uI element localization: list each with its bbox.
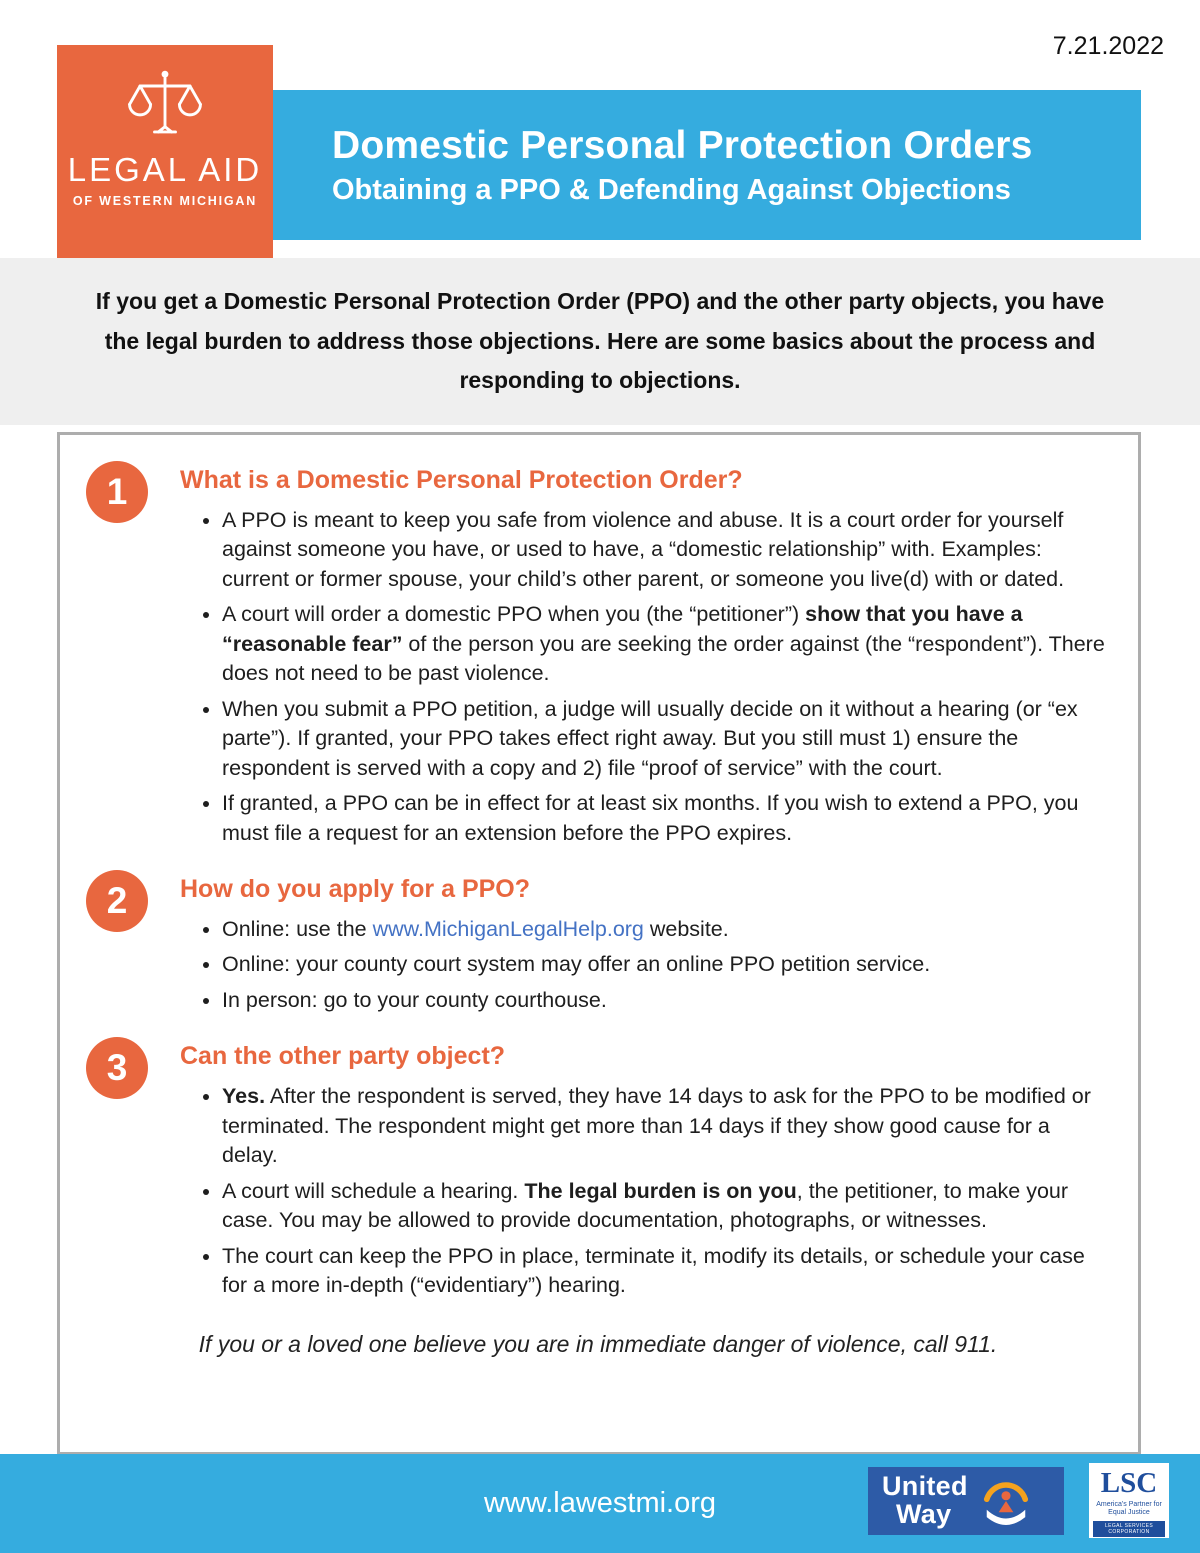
logo-name: LEGAL AID <box>67 151 263 188</box>
section-heading: Can the other party object? <box>180 1042 506 1071</box>
section-heading: What is a Domestic Personal Protection Order? <box>180 466 743 494</box>
text: When you submit a PPO petition, a judge will usually decide on it without a hearing (or “ex parte”). If granted, your PPO takes effect right away. But you still must 1) ensure the respondent is served with a copy and 2) file “proof of service” with the court. <box>222 696 1078 780</box>
bullet-item <box>222 506 1110 594</box>
scales-of-justice-icon <box>123 65 207 149</box>
text: Online: your county court system may offer an online PPO petition service. <box>222 952 931 977</box>
united-way-line1: United <box>882 1471 968 1502</box>
section-body <box>180 1037 1110 1306</box>
title-banner <box>120 90 1141 240</box>
legal-aid-logo <box>57 45 273 268</box>
bullet-item <box>222 950 1110 979</box>
text: A PPO is meant to keep you safe from violence and abuse. It is a court order for yourself against someone you have, or used to have, a “domestic relationship” with. Examples: current or former spouse, your child’s other parent, or someone you live(d) with or dated. <box>222 508 1065 591</box>
bullet-item <box>222 600 1110 688</box>
text: If granted, a PPO can be in effect for at least six months. If you wish to extend a PPO, you must file a request for an extension before the PPO expires. <box>222 791 1079 845</box>
bullet-item <box>222 1242 1110 1301</box>
bullet-item <box>222 695 1110 783</box>
bullet-item <box>222 986 1110 1015</box>
text: , the petitioner, to make your case. You may be allowed to provide documentation, photographs, or witnesses. <box>222 1178 1069 1233</box>
lsc-tagline: America’s Partner for Equal Justice <box>1096 1501 1162 1517</box>
bullet-list <box>200 506 1110 848</box>
footer <box>0 1454 1200 1553</box>
bullet-list <box>200 1082 1110 1300</box>
text: A court will order a domestic PPO when you (the “petitioner”) <box>222 602 806 627</box>
section-number-badge: 3 <box>86 1037 148 1099</box>
text: The court can keep the PPO in place, terminate it, modify its details, or schedule your case for a more in-depth (“evidentiary”) hearing. <box>222 1243 1085 1298</box>
bullet-list <box>200 915 1110 1015</box>
content-sections <box>86 461 1110 1307</box>
danger-note: If you or a loved one believe you are in immediate danger of violence, call 911. <box>198 1330 998 1357</box>
bold-text: The legal burden is on you <box>524 1178 797 1203</box>
section-1 <box>86 461 1110 854</box>
text: After the respondent is served, they have 14 days to ask for the PPO to be modified or terminated. The respondent might get more than 14 days if they show good cause for a delay. <box>222 1084 1091 1168</box>
bullet-item <box>222 1082 1110 1170</box>
intro-banner <box>0 258 1200 425</box>
lsc-logo <box>1089 1463 1169 1538</box>
logo-subname: OF WESTERN MICHIGAN <box>72 194 258 208</box>
footer-website: www.lawestmi.org <box>483 1487 717 1519</box>
bullet-item <box>222 915 1110 944</box>
text: Online: use the <box>222 916 373 941</box>
intro-text: If you get a Domestic Personal Protection Order (PPO) and the other party objects, you have the legal burden to address those objections. Here are some basics about the process and responding to objections. <box>95 288 1105 394</box>
date: 7.21.2022 <box>1052 32 1164 60</box>
text: A court will schedule a hearing. <box>222 1178 525 1203</box>
text: In person: go to your county courthouse. <box>222 987 607 1012</box>
lsc-bar: LEGAL SERVICES CORPORATION <box>1093 1521 1165 1537</box>
text: of the person you are seeking the order against (the “respondent”). There does not need to be past violence. <box>222 631 1105 686</box>
bullet-item <box>222 1177 1110 1236</box>
section-2 <box>86 870 1110 1021</box>
document-title: Domestic Personal Protection Orders <box>332 123 1033 167</box>
united-way-emblem-icon <box>978 1473 1034 1529</box>
document-subtitle: Obtaining a PPO & Defending Against Objections <box>332 173 1011 206</box>
michigan-legal-help-link[interactable]: www.MichiganLegalHelp.org <box>372 916 644 941</box>
united-way-wordmark <box>882 1473 968 1528</box>
bullet-item <box>222 789 1110 848</box>
section-heading: How do you apply for a PPO? <box>180 874 531 903</box>
section-body <box>180 461 1110 854</box>
bold-text: show that you have a “reasonable fear” <box>222 602 1023 656</box>
content-box <box>57 432 1141 1455</box>
united-way-logo <box>868 1467 1064 1535</box>
text: website. <box>643 916 729 941</box>
bold-text: Yes. <box>222 1084 266 1109</box>
section-3 <box>86 1037 1110 1306</box>
lsc-wordmark: LSC <box>1100 1467 1158 1499</box>
section-number-badge: 1 <box>86 461 148 523</box>
united-way-line2: Way <box>896 1499 952 1529</box>
section-body <box>180 870 1110 1021</box>
section-number-badge: 2 <box>86 870 148 932</box>
